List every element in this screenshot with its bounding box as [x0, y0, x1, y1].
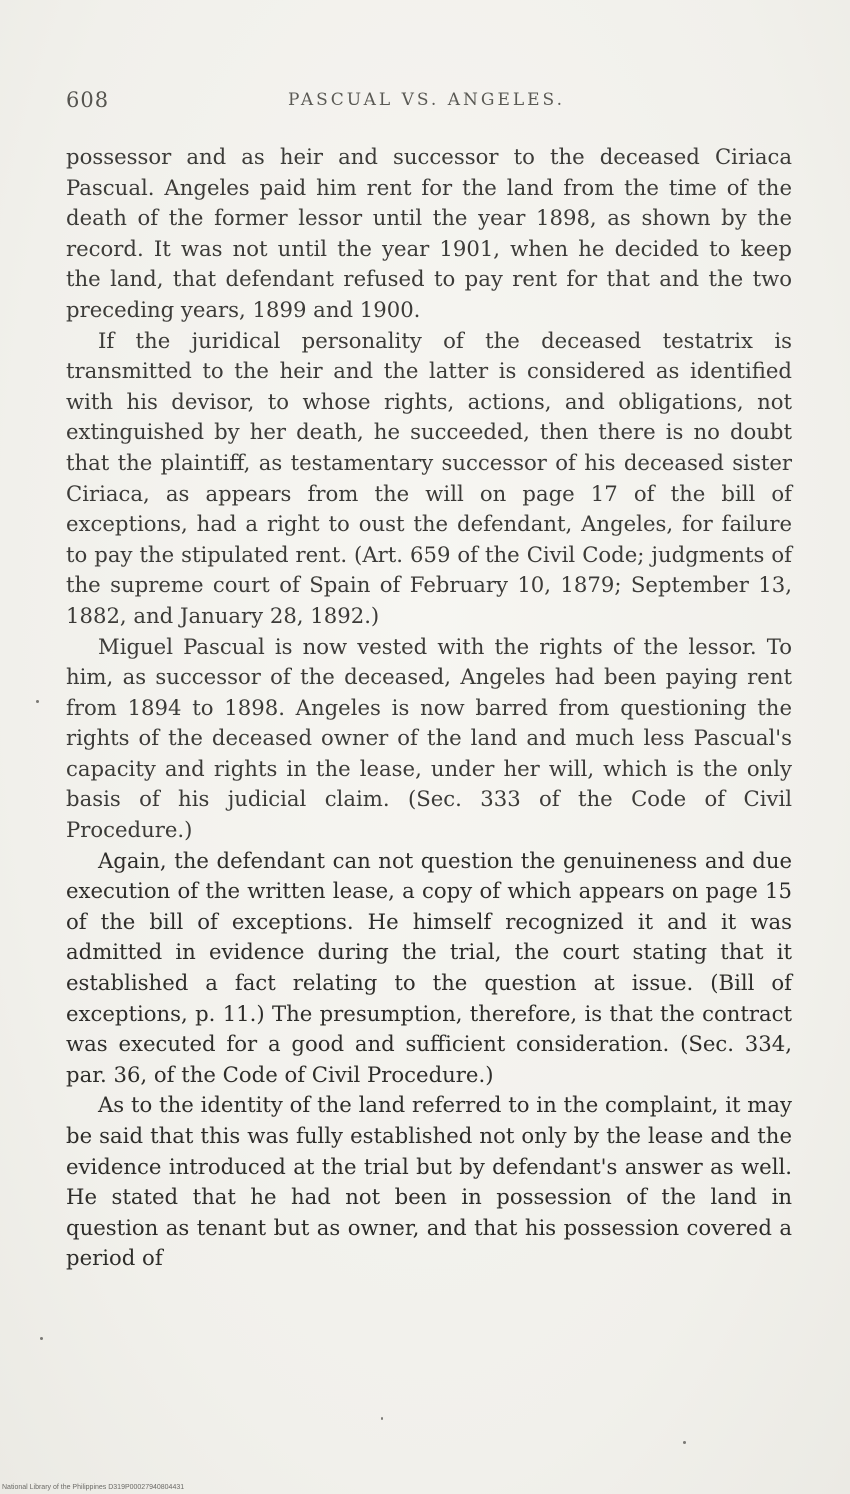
print-speck: [40, 1337, 43, 1340]
paragraph-identity-of-land: As to the identity of the land referred to in the complaint, it may be said that this was fully established not only by the lease and the evidence introduced at the trial but by defendant's answer as well. He stated that he had not been in possession of the land in question as tenant but as owner, and that his possession covered a period of: [66, 1092, 792, 1271]
page-header: [66, 88, 784, 120]
paragraph-written-lease: Again, the defendant can not question the genuineness and due execution of the written lease, a copy of which appears on page 15 of the bill of exceptions. He himself recognized it and it was admitted in evidence during the trial, the court stating that it established a fact relating to the question at issue. (Bill of exceptions, p. 11.) The presumption, therefore, is that the contract was executed for a good and sufficient consideration. (Sec. 334, par. 36, of the Code of Civil Procedure.): [66, 847, 792, 1087]
scan-credit-footer: National Library of the Philippines D319P00027940804431: [2, 1484, 185, 1491]
running-head: PASCUAL VS. ANGELES.: [288, 90, 565, 110]
print-speck: [683, 1441, 686, 1444]
paragraph-vested-rights: Miguel Pascual is now vested with the rights of the lessor. To him, as successor of the deceased, Angeles had been paying rent from 1894 to 1898. Angeles is now barred from questioning the rights of the deceased owner of the land and much less Pascual's capacity and rights in the lease, under her will, which is the only basis of his judicial claim. (Sec. 333 of the Code of Civil Procedure.): [66, 633, 792, 843]
page-number: 608: [66, 88, 110, 112]
print-speck: [36, 700, 39, 703]
print-speck: [381, 1417, 383, 1420]
paragraph-juridical-personality: If the juridical personality of the deceased testatrix is transmitted to the heir and the latter is considered as identified with his devisor, to whose rights, actions, and obligations, not extinguished by her death, he succeeded, then there is no doubt that the plaintiff, as testamentary successor of his deceased sister Ciriaca, as appears from the will on page 17 of the bill of exceptions, had a right to oust the defendant, Angeles, for failure to pay the stipulated rent. (Art. 659 of the Civil Code; judgments of the supreme court of Spain of February 10, 1879; September 13, 1882, and January 28, 1892.): [66, 327, 792, 628]
paragraph-continuation: possessor and as heir and successor to the deceased Ciriaca Pascual. Angeles paid him rent for the land from the time of the death of the former lessor until the year 1898, as shown by the record. It was not until the year 1901, when he decided to keep the land, that defendant refused to pay rent for that and the two preceding years, 1899 and 1900.: [66, 144, 792, 322]
body-text: [66, 142, 792, 1274]
